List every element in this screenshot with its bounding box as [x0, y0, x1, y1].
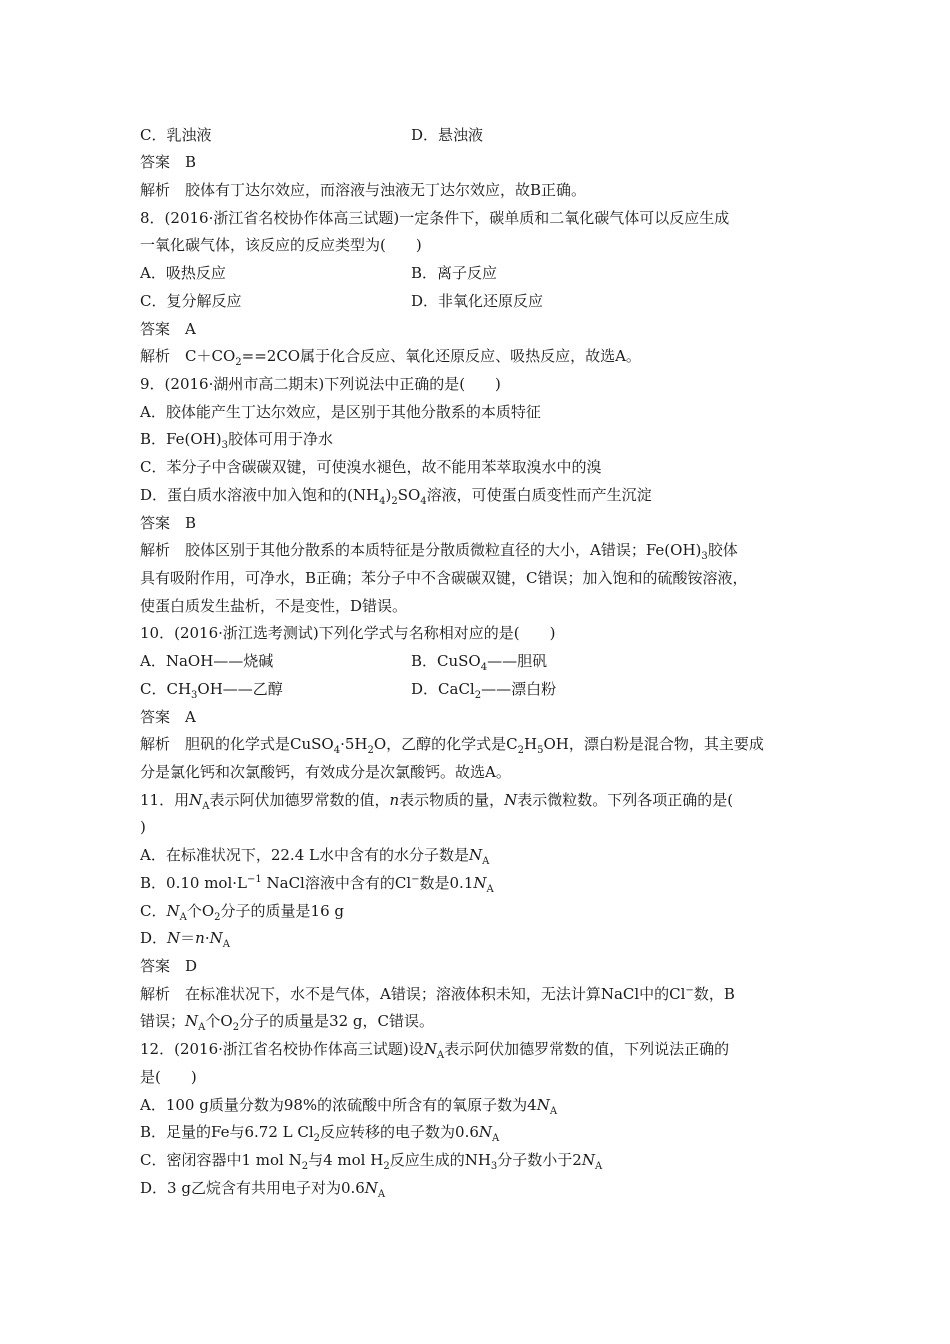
text-line: D．3 g乙烷含有共用电子对为$0.6N_A$ [140, 1179, 386, 1200]
text-line: 答案 A [140, 708, 196, 726]
text-line: A．在标准状况下，22.4 L水中含有的水分子数是$N_A$ [140, 846, 490, 867]
text-line: 9．(2016·湖州市高二期末)下列说法中正确的是( ) [140, 375, 501, 393]
option-right-column: D．悬浊液 [411, 126, 484, 144]
text-line: 具有吸附作用，可净水，B正确；苯分子中不含碳碳双键，C错误；加入饱和的硫酸铵溶液， [140, 569, 748, 587]
option-right-column: D．非氧化还原反应 [411, 292, 544, 310]
text-line: 错误；$N_A$个$O_2$分子的质量是32 g，C错误。 [140, 1012, 434, 1033]
text-line: D．$N=n\cdot N_A$ [140, 929, 230, 950]
text-line: 10．(2016·浙江选考测试)下列化学式与名称相对应的是( ) [140, 624, 556, 642]
text-line: A．胶体能产生丁达尔效应，是区别于其他分散系的本质特征 [140, 403, 541, 421]
text-line: 解析 胶体区别于其他分散系的本质特征是分散质微粒直径的大小，A错误；$Fe(OH)_3$胶体 [140, 541, 738, 562]
text-line: 一氧化碳气体，该反应的反应类型为( ) [140, 236, 422, 254]
text-line: A．吸热反应 [140, 264, 226, 282]
text-line: C．$CH_3OH——$乙醇 [140, 680, 283, 701]
text-line: C．复分解反应 [140, 292, 242, 310]
text-line: 是( ) [140, 1068, 197, 1086]
option-right-column: B．CuSO$_4$——胆矾 [411, 652, 548, 673]
text-line: 答案 D [140, 957, 198, 975]
text-line: 解析 胆矾的化学式是$CuSO_4\cdot 5H_2O$，乙醇的化学式是$C_2H_5OH$，漂白粉是混合物，其主要成 [140, 735, 764, 756]
text-line: C．$N_A$个$O_2$分子的质量是16 g [140, 902, 344, 923]
option-right-column: B．离子反应 [411, 264, 498, 282]
text-line: 答案 B [140, 153, 197, 171]
text-line: A．NaOH——烧碱 [140, 652, 274, 670]
text-line: B．足量的Fe与6.72 L $Cl_2$反应转移的电子数为$0.6N_A$ [140, 1123, 500, 1144]
text-line: B．0.10 $mol\cdot L^{-1}$ NaCl溶液中含有的Cl−数是$0.1N_A$ [140, 874, 494, 895]
text-line: 12．(2016·浙江省名校协作体高三试题)设$N_A$表示阿伏加德罗常数的值，下列说法正确的 [140, 1040, 730, 1061]
text-line: 解析 胶体有丁达尔效应，而溶液与浊液无丁达尔效应，故B正确。 [140, 181, 587, 199]
text-line: C．密闭容器中1 mol $N_2$与4 mol $H_2$反应生成的$NH_3$分子数小于$2N_A$ [140, 1151, 603, 1172]
text-line: A．100 g质量分数为98%的浓硫酸中所含有的氧原子数为$4N_A$ [140, 1096, 558, 1117]
text-line: 使蛋白质发生盐析，不是变性，D错误。 [140, 597, 408, 615]
option-right-column: D．CaCl$_2$——漂白粉 [411, 680, 557, 701]
text-line: 8．(2016·浙江省名校协作体高三试题)一定条件下，碳单质和二氧化碳气体可以反应生成 [140, 209, 730, 227]
text-line: 答案 A [140, 320, 196, 338]
text-line: C．乳浊液 [140, 126, 212, 144]
text-line: C．苯分子中含碳碳双键，可使溴水褪色，故不能用苯萃取溴水中的溴 [140, 458, 602, 476]
text-line: 分是氯化钙和次氯酸钙，有效成分是次氯酸钙。故选A。 [140, 763, 511, 781]
text-line: ) [140, 818, 146, 836]
text-line: 解析 在标准状况下，水不是气体，A错误；溶液体积未知，无法计算NaCl中的Cl−数，B [140, 985, 735, 1003]
text-line: B．$Fe(OH)_3$胶体可用于净水 [140, 430, 333, 451]
text-line: D．蛋白质水溶液中加入饱和的$(NH_4)_2SO_4$溶液，可使蛋白质变性而产生沉淀 [140, 486, 652, 507]
text-line: 答案 B [140, 514, 197, 532]
text-line: 11．用$N_A$表示阿伏加德罗常数的值，n表示物质的量，N表示微粒数。下列各项正确的是( [140, 791, 734, 812]
text-line: 解析 $C+CO_2==2CO$属于化合反应、氧化还原反应、吸热反应，故选A。 [140, 347, 641, 368]
